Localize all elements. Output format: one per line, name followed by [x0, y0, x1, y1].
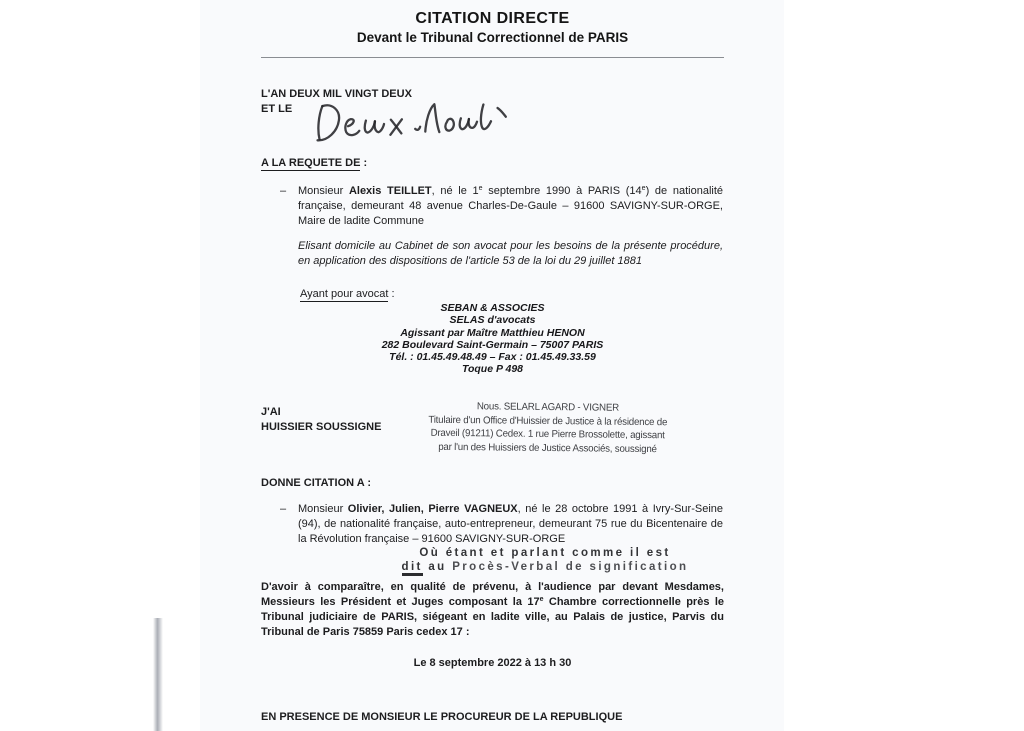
requete-heading-colon: :	[360, 157, 368, 169]
document-subtitle: Devant le Tribunal Correctionnel de PARIS	[356, 30, 629, 45]
procureur-presence-line: EN PRESENCE DE MONSIEUR LE PROCUREUR DE LA REPUBLIQUE	[261, 711, 623, 723]
avocat-heading-colon: :	[388, 288, 395, 300]
avocat-address: 282 Boulevard Saint-Germain – 75007 PARIS	[381, 338, 604, 351]
avocat-block	[261, 302, 724, 376]
donne-citation-heading: DONNE CITATION A :	[261, 477, 371, 489]
avocat-agissant: Agissant par Maître Matthieu HENON	[400, 326, 585, 339]
comparution-part2: Chambre correctionnelle près le Tribunal judiciaire de PARIS, siégeant en ladite ville, au Palais de justice, Parvis du Tribunal de Paris 75859 Paris cedex 17 :	[261, 596, 724, 638]
comparution-paragraph	[261, 580, 724, 640]
avocat-form: SELAS d'avocats	[449, 314, 536, 327]
requerant-sup2: e	[641, 185, 646, 192]
huissier-stamp-line2: Titulaire d'un Office d'Huissier de Justice à la résidence de	[428, 414, 668, 428]
signification-stamp	[345, 546, 745, 574]
et-le-label: ET LE	[261, 103, 293, 115]
avocat-firm: SEBAN & ASSOCIES	[440, 302, 545, 314]
document-title: CITATION DIRECTE	[415, 10, 570, 27]
requete-heading-text: A LA REQUETE DE	[261, 157, 361, 169]
avocat-phone-fax: Tél. : 01.45.49.48.49 – Fax : 01.45.49.33.59	[389, 351, 596, 364]
comparution-sup: e	[539, 596, 544, 603]
requerant-item	[280, 184, 723, 229]
signification-dit: dit	[402, 561, 423, 576]
header-divider	[261, 57, 724, 58]
signification-au: au	[422, 561, 453, 573]
scan-edge-artifact	[153, 618, 163, 731]
huissier-stamp-line4: par l'un des Huissiers de Justice Associés, soussigné	[438, 441, 657, 455]
huissier-stamp	[414, 400, 682, 457]
avocat-heading	[300, 287, 395, 302]
jai-label: J'AI	[261, 406, 281, 418]
requerant-mid1: , né le 1	[431, 185, 479, 197]
prevenu-item	[280, 502, 723, 547]
bullet-dash: –	[280, 503, 287, 515]
requerant-mid2: septembre 1990 à PARIS (14	[482, 185, 642, 197]
handwritten-date	[311, 96, 513, 151]
prevenu-rest: , né le 28 octobre 1991 à Ivry-Sur-Seine (94), de nationalité française, auto-entrepreneur, demeurant 75 rue du Bicentenaire de la Révolution française – 91600 SAVIGNY-SUR-ORGE	[298, 503, 723, 545]
huissier-soussigne-label: HUISSIER SOUSSIGNE	[261, 421, 382, 433]
prevenu-name: Olivier, Julien, Pierre VAGNEUX	[347, 503, 518, 515]
requerant-name: Alexis TEILLET	[348, 185, 432, 197]
huissier-stamp-line3: Draveil (91211) Cedex. 1 rue Pierre Brossolette, agissant	[430, 427, 665, 442]
requerant-prefix: Monsieur	[298, 185, 349, 197]
requerant-sup1: e	[478, 185, 483, 192]
requerant-text	[298, 184, 723, 229]
huissier-stamp-line1: Nous. SELARL AGARD - VIGNER	[476, 401, 620, 414]
requerant-rest: ) de nationalité française, demeurant 48 avenue Charles-De-Gaule – 91600 SAVIGNY-SUR-ORGE, Maire de ladite Commune	[298, 185, 723, 227]
signification-stamp-text1: Où étant et parlant comme il est	[419, 547, 671, 559]
avocat-heading-text: Ayant pour avocat	[300, 288, 389, 300]
scanned-document-page	[200, 0, 784, 731]
prevenu-text	[298, 502, 723, 547]
signification-stamp-line1	[345, 546, 745, 560]
requete-heading	[261, 156, 367, 171]
prevenu-prefix: Monsieur	[298, 503, 348, 515]
hearing-date: Le 8 septembre 2022 à 13 h 30	[413, 657, 572, 669]
bullet-dash: –	[280, 185, 287, 197]
comparution-part1: D'avoir à comparaître, en qualité de prévenu, à l'audience par devant Mesdames, Messieurs les Président et Juges composant la 17	[261, 581, 724, 608]
signification-rest: Procès-Verbal de signification	[452, 561, 689, 573]
year-line: L'AN DEUX MIL VINGT DEUX	[261, 88, 412, 100]
signification-stamp-line2	[345, 560, 745, 574]
domicile-paragraph: Elisant domicile au Cabinet de son avocat pour les besoins de la présente procédure, en application des dispositions de l'article 53 de la loi du 29 juillet 1881	[298, 240, 723, 267]
avocat-toque: Toque P 498	[461, 363, 524, 376]
